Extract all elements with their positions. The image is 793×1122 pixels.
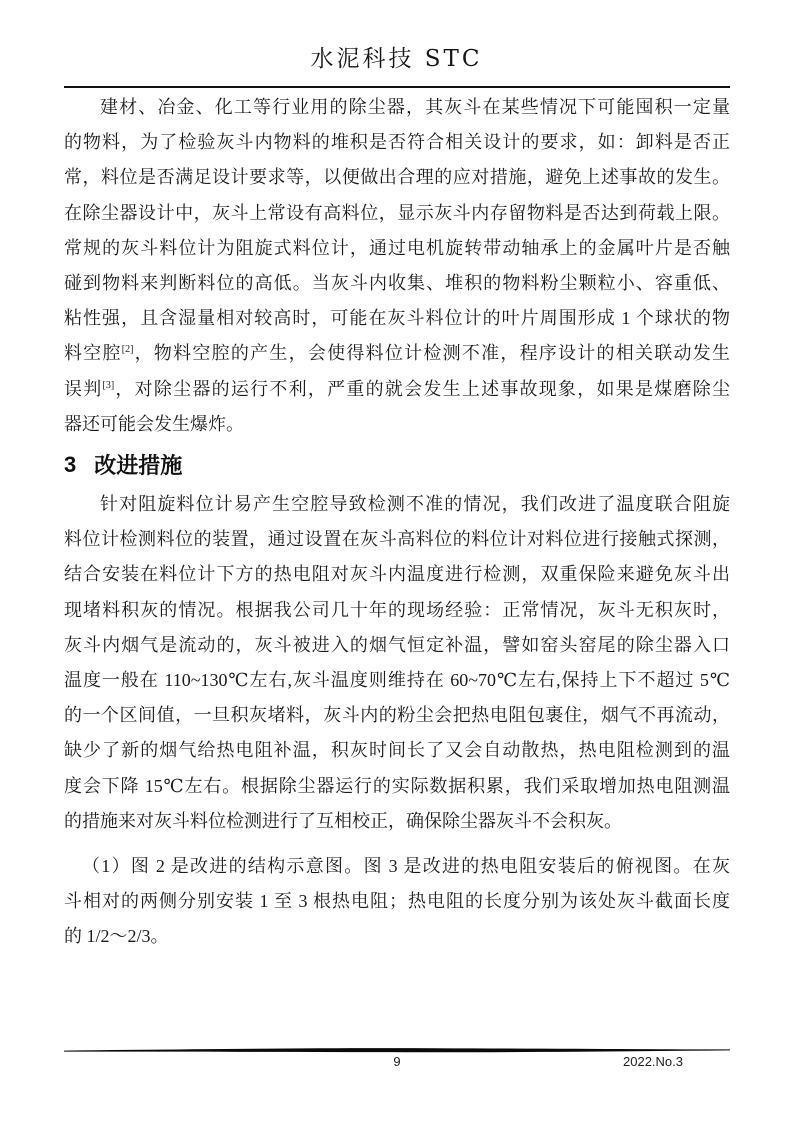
text-line: 现堵料积灰的情况。根据我公司几十年的现场经验：正常情况，灰斗无积灰时， — [64, 599, 730, 620]
footer-rule — [64, 1046, 730, 1054]
text-line: 在除尘器设计中，灰斗上常设有高料位，显示灰斗内存留物料是否达到荷载上限。 — [64, 202, 730, 223]
citation-marker: [3] — [102, 379, 115, 391]
citation-marker: [2] — [121, 344, 134, 356]
text-line: 碰到物料来判断料位的高低。当灰斗内收集、堆积的物料粉尘颗粒小、容重低、 — [64, 273, 730, 294]
text-line: 的措施来对灰斗料位检测进行了互相校正，确保除尘器灰斗不会积灰。 — [64, 810, 622, 831]
text-line: 针对阻旋料位计易产生空腔导致检测不准的情况，我们改进了温度联合阻旋 — [100, 494, 730, 515]
text-line: （1）图 2 是改进的结构示意图。图 3 是改进的热电阻安装后的俯视图。在灰 — [82, 856, 730, 877]
text-line: 结合安装在料位计下方的热电阻对灰斗内温度进行检测，双重保险来避免灰斗出 — [64, 564, 730, 585]
text-line: 的一个区间值，一旦积灰堵料，灰斗内的粉尘会把热电阻包裹住，烟气不再流动， — [64, 705, 730, 726]
text-line: 度会下降 15℃左右。根据除尘器运行的实际数据积累，我们采取增加热电阻测温 — [64, 775, 730, 796]
text-line: 的 1/2～2/3。 — [64, 926, 169, 947]
text-line: 的物料，为了检验灰斗内物料的堆积是否符合相关设计的要求，如：卸料是否正 — [64, 132, 730, 153]
text-line: 器还可能会发生爆炸。 — [64, 413, 244, 434]
journal-title: 水泥科技 STC — [310, 46, 483, 72]
text-line: 料位计检测料位的装置，通过设置在灰斗高料位的料位计对料位进行接触式探测， — [64, 529, 730, 550]
text-line: 斗相对的两侧分别安装 1 至 3 根热电阻；热电阻的长度分别为该处灰斗截面长度 — [64, 891, 730, 912]
issue-label: 2022.No.3 — [623, 1054, 683, 1069]
section-number: 3 — [64, 451, 77, 477]
text-line: 灰斗内烟气是流动的，灰斗被进入的烟气恒定补温，譬如窑头窑尾的除尘器入口 — [64, 634, 730, 655]
text-line: 建材、冶金、化工等行业用的除尘器，其灰斗在某些情况下可能囤积一定量 — [100, 97, 730, 117]
text-line: 粘性强，且含湿量相对较高时，可能在灰斗料位计的叶片周围形成 1 个球状的物 — [64, 308, 730, 329]
text-line: 缺少了新的烟气给热电阻补温，积灰时间长了又会自动散热，热电阻检测到的温 — [64, 740, 730, 761]
text-line: 常，料位是否满足设计要求等，以便做出合理的应对措施，避免上述事故的发生。 — [64, 167, 730, 188]
text-line: 温度一般在 110~130℃左右,灰斗温度则维持在 60~70℃左右,保持上下不超过 5℃ — [64, 670, 730, 691]
text-line: 料空腔[2]，物料空腔的产生，会使得料位计检测不准，程序设计的相关联动发生 — [64, 343, 731, 364]
text-line: 常规的灰斗料位计为阻旋式料位计，通过电机旋转带动轴承上的金属叶片是否触 — [64, 237, 730, 258]
section-heading — [64, 442, 730, 487]
page-number: 9 — [393, 1054, 401, 1069]
section-label: 改进措施 — [94, 453, 183, 479]
article-body — [64, 88, 730, 955]
text-line: 误判[3]，对除尘器的运行不利，严重的就会发生上述事故现象，如果是煤磨除尘 — [64, 378, 731, 399]
